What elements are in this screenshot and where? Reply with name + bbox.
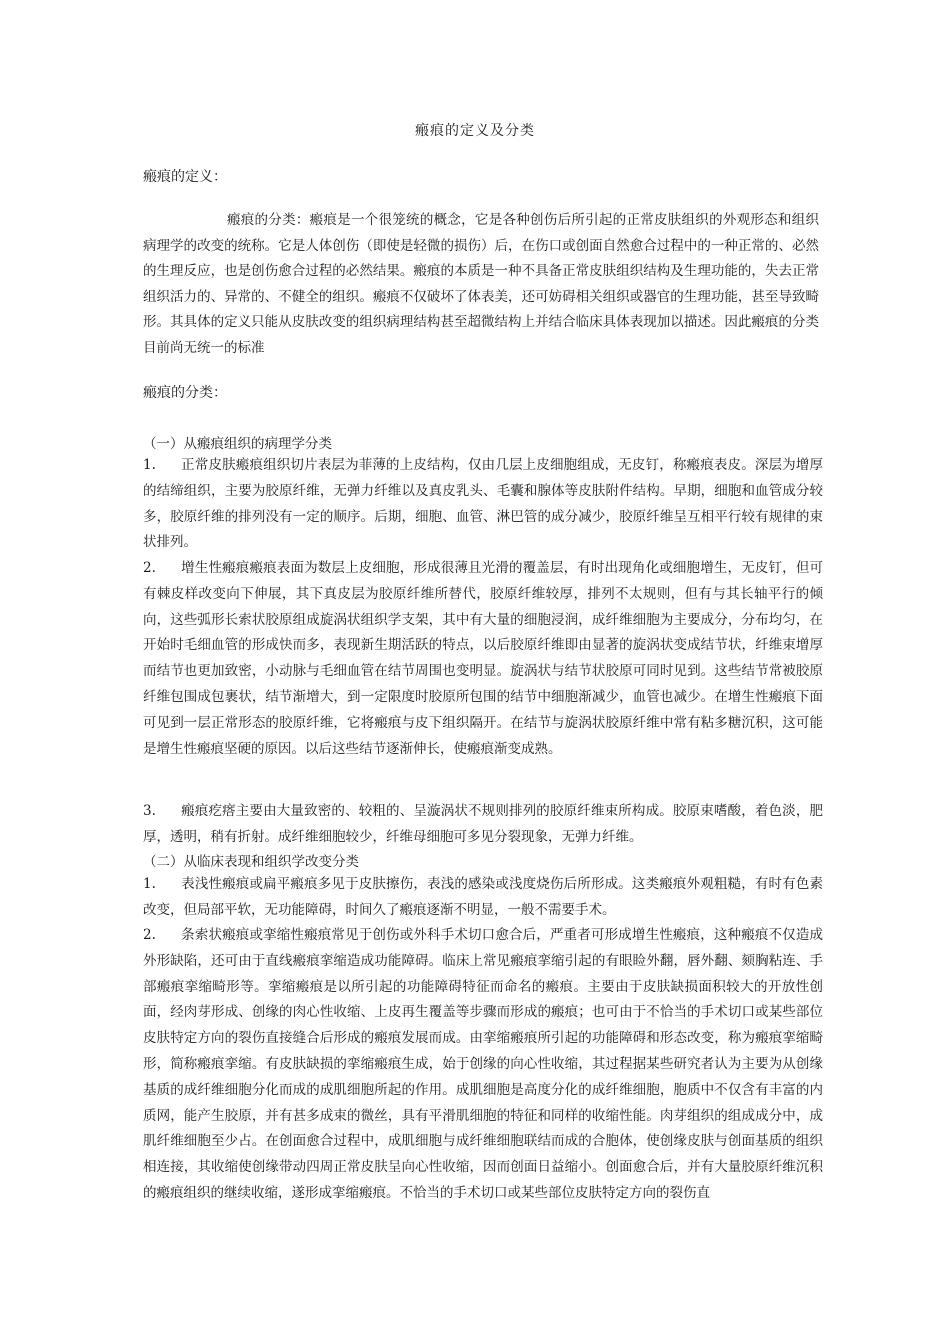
item-number: 3. [143, 803, 156, 819]
definition-paragraph: 瘢痕的分类：瘢痕是一个很笼统的概念，它是各种创伤后所引起的正常皮肤组织的外观形态和组织病理学的改变的统称。它是人体创伤（即使是轻微的损伤）后，在伤口或创面自然愈合过程中的一种正常的、必然的生理反应，也是创伤愈合过程的必然结果。瘢痕的本质是一种不具备正常皮肤组织结构及生理功能的，失去正常组织活力的、异常的、不健全的组织。瘢痕不仅破坏了体表美，还可妨碍相关组织或器官的生理功能，甚至导致畸形。其具体的定义只能从皮肤改变的组织病理结构甚至超微结构上并结合临床具体表现加以描述。因此瘢痕的分类目前尚无统一的标准 [143, 212, 819, 356]
section1-item-3 [143, 799, 823, 851]
item-text: 正常皮肤瘢痕组织切片表层为菲薄的上皮结构，仅由几层上皮细胞组成，无皮钉，称瘢痕表皮。深层为增厚的结缔组织，主要为胶原纤维，无弹力纤维以及真皮乳头、毛囊和腺体等皮肤附件结构。早期，细胞和血管成分较多，胶原纤维的排列没有一定的顺序。后期，细胞、血管、淋巴管的成分减少，胶原纤维呈互相平行较有规律的束状排列。 [143, 457, 823, 551]
item-text: 瘢痕疙瘩主要由大量致密的、较粗的、呈漩涡状不规则排列的胶原纤维束所构成。胶原束嗜酸，着色淡，肥厚，透明，稍有折射。成纤维细胞较少，纤维母细胞可多见分裂现象，无弹力纤维。 [143, 803, 823, 845]
section1-heading: （一）从瘢痕组织的病理学分类 [143, 436, 332, 452]
section1-item-1 [143, 453, 823, 556]
item-text: 增生性瘢痕瘢痕表面为数层上皮细胞，形成很薄且光滑的覆盖层，有时出现角化或细胞增生，无皮钉，但可有棘皮样改变向下伸展，其下真皮层为胶原纤维所替代，胶原纤维较厚，排列不太规则，但有与其长轴平行的倾向，这些弧形长索状胶原组成旋涡状组织学支架，其中有大量的细胞浸润，成纤维细胞为主要成分，分布均匀，在开始时毛细血管的形成快而多，表现新生期活跃的特点，以后胶原纤维即由显著的旋涡状变成结节状，纤维束增厚而结节也更加致密，小动脉与毛细血管在结节周围也变明显。旋涡状与结节状胶原可同时见到。这些结节常被胶原纤维包围成包裹状，结节渐增大，到一定限度时胶原所包围的结节中细胞渐减少，血管也减少。在增生性瘢痕下面可见到一层正常形态的胶原纤维，它将瘢痕与皮下组织隔开。在结节与旋涡状胶原纤维中常有粘多糖沉积，这可能是增生性瘢痕坚硬的原因。以后这些结节逐渐伸长，使瘢痕渐变成熟。 [143, 560, 823, 757]
section1-item-2 [143, 556, 823, 762]
item-number: 2. [143, 927, 156, 943]
definition-heading: 瘢痕的定义： [143, 169, 227, 185]
classification-heading: 瘢痕的分类： [143, 385, 227, 401]
section2-heading: （二）从临床表现和组织学改变分类 [143, 854, 359, 870]
item-text: 条索状瘢痕或挛缩性瘢痕常见于创伤或外科手术切口愈合后，严重者可形成增生性瘢痕，这种瘢痕不仅造成外形缺陷，还可由于直线瘢痕挛缩造成功能障碍。临床上常见瘢痕挛缩引起的有眼睑外翻，唇外翻、颏胸粘连、手部瘢痕挛缩畸形等。挛缩瘢痕是以所引起的功能障碍特征而命名的瘢痕。主要由于皮肤缺损面积较大的开放性创面，经肉芽形成、创缘的肉心性收缩、上皮再生覆盖等步骤而形成的瘢痕；也可由于不恰当的手术切口或某些部位皮肤特定方向的裂伤直接缝合后形成的瘢痕发展而成。由挛缩瘢痕所引起的功能障碍和形态改变，称为瘢痕挛缩畸形，简称瘢痕挛缩。有皮肤缺损的挛缩瘢痕生成，始于创缘的向心性收缩，其过程据某些研究者认为主要为从创缘基质的成纤维细胞分化而成的成肌细胞所起的作用。成肌细胞是高度分化的成纤维细胞，胞质中不仅含有丰富的内质网，能产生胶原，并有甚多成束的微丝，具有平滑肌细胞的特征和同样的收缩性能。肉芽组织的组成成分中，成肌纤维细胞至少占。在创面愈合过程中，成肌细胞与成纤维细胞联结而成的合胞体，使创缘皮肤与创面基质的组织相连接，其收缩使创缘带动四周正常皮肤呈向心性收缩，因而创面日益缩小。创面愈合后，并有大量胶原纤维沉积的瘢痕组织的继续收缩，遂形成挛缩瘢痕。不恰当的手术切口或某些部位皮肤特定方向的裂伤直 [143, 927, 823, 1201]
item-number: 1. [143, 457, 156, 473]
item-number: 1. [143, 876, 156, 892]
document-title: 瘢痕的定义及分类 [415, 123, 535, 139]
section2-item-1 [143, 872, 823, 924]
item-text: 表浅性瘢痕或扁平瘢痕多见于皮肤擦伤，表浅的感染或浅度烧伤后所形成。这类瘢痕外观粗糙，有时有色素改变，但局部平软，无功能障碍，时间久了瘢痕逐渐不明显，一般不需要手术。 [143, 876, 823, 918]
item-number: 2. [143, 560, 156, 576]
section2-item-2 [143, 923, 823, 1207]
